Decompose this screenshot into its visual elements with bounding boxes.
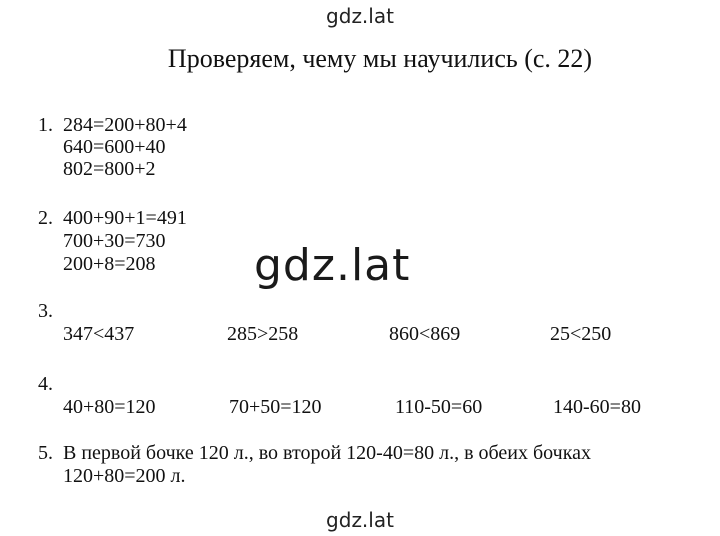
task-number: 4. (38, 373, 53, 395)
equation-line: 640=600+40 (63, 136, 166, 158)
equation-line: 284=200+80+4 (63, 114, 187, 136)
task-number: 2. (38, 207, 53, 229)
page-title: Проверяем, чему мы научились (с. 22) (167, 44, 593, 73)
watermark-bottom: gdz.lat (326, 508, 394, 532)
answer-line: В первой бочке 120 л., во второй 120-40=80 л., в обеих бочках (63, 442, 592, 464)
task-number: 3. (38, 300, 53, 322)
equation-line: 400+90+1=491 (63, 207, 187, 229)
equation-line: 200+8=208 (63, 253, 156, 275)
comparison-item: 347<437 (63, 323, 135, 345)
equation-item: 140-60=80 (553, 396, 641, 418)
answer-line: 120+80=200 л. (63, 465, 186, 487)
comparison-item: 860<869 (389, 323, 461, 345)
comparison-item: 25<250 (550, 323, 612, 345)
equation-item: 40+80=120 (63, 396, 156, 418)
comparison-item: 285>258 (227, 323, 299, 345)
watermark-top: gdz.lat (326, 4, 394, 28)
equation-item: 70+50=120 (229, 396, 322, 418)
task-number: 1. (38, 114, 53, 136)
equation-line: 802=800+2 (63, 158, 156, 180)
watermark-center: gdz.lat (254, 240, 411, 291)
task-number: 5. (38, 442, 53, 464)
equation-line: 700+30=730 (63, 230, 166, 252)
equation-item: 110-50=60 (395, 396, 483, 418)
